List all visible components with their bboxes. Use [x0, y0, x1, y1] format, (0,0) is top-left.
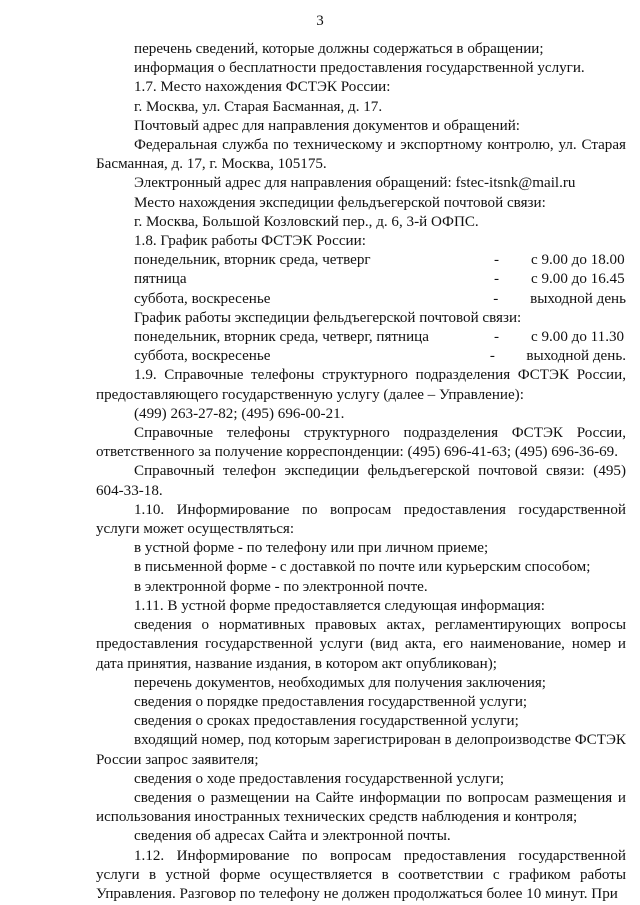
paragraph: Справочные телефоны структурного подразделения ФСТЭК России, ответственного за получение корреспонденции: (495) 696-41-63; (495) 696-36-69.	[96, 425, 626, 461]
postal-address: Федеральная служба по техническому и экспортному контролю, ул. Старая Басманная, д. 17, г. Москва, 105175.	[96, 137, 626, 173]
schedule-time: с 9.00 до 16.45	[531, 271, 625, 288]
schedule-days: пятница	[134, 271, 187, 288]
paragraph: г. Москва, Большой Козловский пер., д. 6, 3-й ОФПС.	[134, 213, 479, 230]
schedule-separator: -	[494, 252, 500, 269]
paragraph: Место нахождения экспедиции фельдъегерской почтовой связи:	[134, 194, 546, 211]
list-item: сведения об адресах Сайта и электронной почты.	[134, 828, 451, 845]
section-heading: 1.11. В устной форме предоставляется следующая информация:	[134, 597, 545, 614]
section-heading: 1.9. Справочные телефоны структурного подразделения ФСТЭК России, предоставляющего государственную услугу (далее – Управление):	[96, 367, 626, 403]
schedule-separator: -	[489, 348, 495, 365]
schedule-separator: -	[494, 271, 500, 288]
schedule-time: выходной день.	[526, 348, 626, 365]
email-line: Электронный адрес для направления обращений: fstec-itsnk@mail.ru	[134, 175, 576, 192]
schedule-days: суббота, воскресенье	[134, 290, 271, 307]
list-item: входящий номер, под которым зарегистрирован в делопроизводстве ФСТЭК России запрос заявителя;	[96, 732, 626, 768]
schedule-time: выходной день	[530, 290, 626, 307]
section-heading: 1.10. Информирование по вопросам предоставления государственной услуги может осуществляться:	[96, 501, 626, 538]
schedule-separator: -	[493, 290, 499, 307]
paragraph: перечень сведений, которые должны содержаться в обращении;	[134, 41, 544, 57]
schedule-row	[96, 290, 626, 309]
phone-line: (499) 263-27-82; (495) 696-00-21.	[134, 405, 345, 422]
paragraph: Почтовый адрес для направления документов и обращений:	[134, 117, 520, 134]
section-heading: 1.7. Место нахождения ФСТЭК России:	[134, 79, 391, 96]
list-item: сведения о нормативных правовых актах, регламентирующих вопросы предоставления государственной услуги (вид акта, его наименование, номер и дата принятия, название издания, в котором акт опубликован);	[96, 617, 626, 672]
schedule-row	[96, 270, 626, 289]
list-item: сведения о размещении на Сайте информации по вопросам размещения и использования иностранных технических средств наблюдения и контроля;	[96, 789, 626, 826]
schedule-separator: -	[494, 329, 500, 346]
schedule-time: с 9.00 до 18.00	[531, 252, 625, 269]
page-number: 3	[316, 13, 324, 29]
schedule-row	[96, 347, 626, 366]
schedule-days: суббота, воскресенье	[134, 348, 271, 365]
schedule-row	[96, 328, 626, 347]
list-item: сведения о ходе предоставления государственной услуги;	[134, 770, 505, 787]
section-heading: 1.12. Информирование по вопросам предоставления государственной услуги в устной форме осуществляется в соответствии с графиком работы Управления. Разговор по телефону не должен продолжаться более 10 минут. При	[96, 847, 626, 902]
schedule-row	[96, 251, 626, 270]
paragraph: г. Москва, ул. Старая Басманная, д. 17.	[134, 98, 383, 115]
list-item: сведения о порядке предоставления государственной услуги;	[134, 693, 528, 710]
list-item: в устной форме - по телефону или при личном приеме;	[134, 540, 489, 557]
paragraph: График работы экспедиции фельдъегерской почтовой связи:	[134, 309, 522, 326]
list-item: в электронной форме - по электронной почте.	[134, 578, 428, 595]
list-item: в письменной форме - с доставкой по почте или курьерским способом;	[134, 559, 591, 576]
schedule-days: понедельник, вторник среда, четверг, пятница	[134, 329, 429, 346]
section-heading: 1.8. График работы ФСТЭК России:	[134, 233, 366, 250]
schedule-time: с 9.00 до 11.30	[531, 329, 625, 346]
document-body	[96, 40, 626, 904]
schedule-days: понедельник, вторник среда, четверг	[134, 252, 371, 269]
list-item: перечень документов, необходимых для получения заключения;	[134, 674, 546, 691]
list-item: сведения о сроках предоставления государственной услуги;	[134, 713, 519, 730]
paragraph: информация о бесплатности предоставления государственной услуги.	[134, 60, 585, 77]
paragraph: Справочный телефон экспедиции фельдъегерской почтовой связи: (495) 604-33-18.	[96, 463, 626, 499]
